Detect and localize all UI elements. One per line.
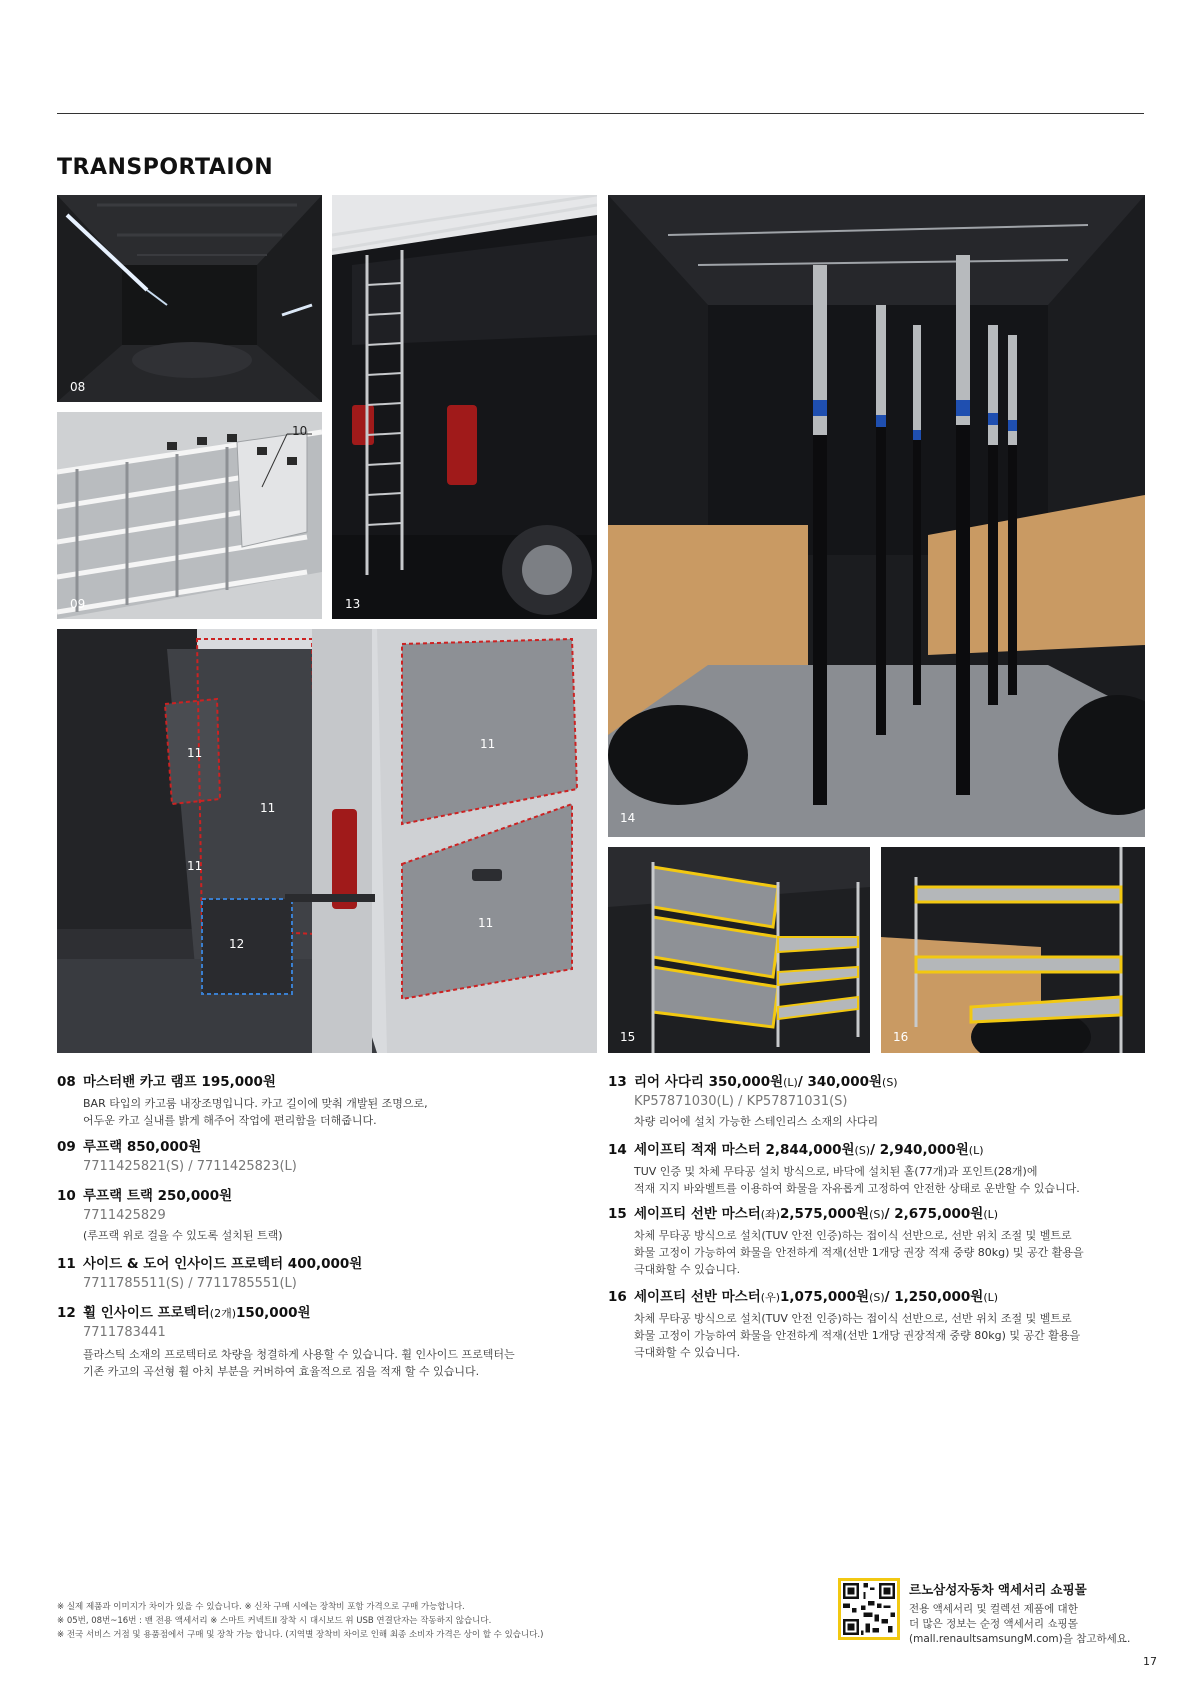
item-number: 09 [57, 1139, 76, 1155]
item-price: 2,575,000원 [780, 1206, 870, 1222]
item-desc: 화물 고정이 가능하여 화물을 안전하게 적재(선반 1개당 권장 적재 중량 80kg) 및 공간 활용을 [634, 1246, 1084, 1259]
item-price: 1,075,000원 [780, 1289, 870, 1305]
page-number: 17 [1143, 1655, 1157, 1668]
footnote-line: ※ 05번, 08번~16번 : 밴 전용 액세서리 ※ 스마트 커넥트II 장착 시 대시보드 위 USB 연결단자는 작동하지 않습니다. [57, 1616, 492, 1626]
photo-safety-load-master [608, 195, 1145, 837]
footnote-line: ※ 실제 제품과 이미지가 차이가 있을 수 있습니다. ※ 신차 구매 시에는 장착비 포함 가격으로 구매 가능합니다. [57, 1602, 465, 1612]
photo-number: 16 [893, 1030, 909, 1044]
item-number: 14 [608, 1142, 627, 1158]
item-size: (S) [869, 1208, 885, 1221]
callout-label: 12 [229, 937, 245, 951]
item-size: (L) [783, 1076, 798, 1089]
item-title-note: (2개) [209, 1307, 236, 1320]
item-desc: (루프랙 위로 걸을 수 있도록 설치된 트랙) [83, 1229, 283, 1242]
item-desc: 화물 고정이 가능하여 화물을 안전하게 적재(선반 1개당 권장적재 중량 80kg) 및 공간 활용을 [634, 1329, 1081, 1342]
photo-shelf-master-left [608, 847, 870, 1053]
item-desc: 극대화할 수 있습니다. [634, 1346, 741, 1359]
photo-roof-rack [57, 412, 322, 619]
item-size: (S) [854, 1144, 871, 1157]
item-part-number: 7711783441 [83, 1325, 166, 1340]
item-title: 사이드 & 도어 인사이드 프로텍터 400,000원 [83, 1256, 363, 1272]
item-title: 세이프티 선반 마스터 [634, 1206, 761, 1222]
item-desc: 기존 카고의 곡선형 휠 아치 부분을 커버하여 효율적으로 짐을 적재 할 수 있습니다. [83, 1365, 480, 1378]
qr-code[interactable] [838, 1578, 900, 1640]
item-title: 루프랙 850,000원 [83, 1139, 202, 1155]
item-number: 12 [57, 1305, 76, 1321]
item-side: (좌) [760, 1208, 780, 1221]
item-desc: 플라스틱 소재의 프로텍터로 차량을 청결하게 사용할 수 있습니다. 휠 인사이드 프로텍터는 [83, 1348, 515, 1361]
callout-label: 10 [292, 424, 308, 438]
item-desc: 차체 무타공 방식으로 설치(TUV 안전 인증)하는 접이식 선반으로, 선반 위치 조절 및 벨트로 [634, 1229, 1072, 1242]
shop-line: 전용 액세서리 및 컬렉션 제품에 대한 [909, 1603, 1078, 1615]
shop-info [909, 1580, 1130, 1647]
item-title: 루프랙 트랙 250,000원 [83, 1188, 233, 1204]
item-price: / 2,940,000원 [870, 1142, 969, 1158]
item-desc: TUV 인증 및 차체 무타공 설치 방식으로, 바닥에 설치된 홀(77개)과 포인트(28개)에 [634, 1165, 1038, 1178]
item-number: 10 [57, 1188, 76, 1204]
item-10 [57, 1184, 283, 1244]
shop-title: 르노삼성자동차 액세서리 쇼핑몰 [909, 1582, 1087, 1597]
item-title: 마스터밴 카고 램프 195,000원 [83, 1074, 276, 1090]
photo-protectors [57, 629, 597, 1053]
item-desc: 차체 무타공 방식으로 설치(TUV 안전 인증)하는 접이식 선반으로, 선반 위치 조절 및 벨트로 [634, 1312, 1072, 1325]
photo-number: 15 [620, 1030, 636, 1044]
photo-cargo-lamp [57, 195, 322, 402]
item-size: (L) [968, 1144, 984, 1157]
photo-number: 14 [620, 811, 636, 825]
item-16 [608, 1285, 1080, 1361]
item-title: 휠 인사이드 프로텍터 [83, 1305, 210, 1321]
photo-number: 08 [70, 380, 86, 394]
footnotes [57, 1600, 543, 1642]
callout-label: 11 [187, 859, 203, 873]
photo-number: 13 [345, 597, 361, 611]
photo-rear-ladder [332, 195, 597, 619]
section-title: TRANSPORTAION [57, 155, 274, 180]
item-size: (L) [983, 1291, 999, 1304]
photo-shelf-master-right [881, 847, 1145, 1053]
callout-label: 11 [478, 916, 494, 930]
item-number: 11 [57, 1256, 76, 1272]
item-desc: BAR 타입의 카고룸 내장조명입니다. 카고 길이에 맞춰 개발된 조명으로, [83, 1097, 428, 1110]
item-title: 리어 사다리 350,000원 [634, 1074, 784, 1090]
item-size: (L) [983, 1208, 999, 1221]
item-desc: 극대화할 수 있습니다. [634, 1263, 741, 1276]
item-number: 16 [608, 1289, 627, 1305]
photo-number: 09 [70, 597, 86, 611]
item-size: (S) [882, 1076, 898, 1089]
item-15 [608, 1202, 1084, 1278]
callout-label: 11 [260, 801, 276, 815]
item-desc: 어두운 카고 실내를 밝게 해주어 작업에 편리함을 더해줍니다. [83, 1114, 377, 1127]
item-price: / 340,000원 [797, 1074, 883, 1090]
item-price: / 2,675,000원 [884, 1206, 984, 1222]
item-part-number: 7711425821(S) / 7711425823(L) [83, 1159, 297, 1174]
item-title: 세이프티 선반 마스터 [634, 1289, 761, 1305]
item-title: 세이프티 적재 마스터 2,844,000원 [634, 1142, 855, 1158]
callout-label: 11 [187, 746, 203, 760]
item-price: / 1,250,000원 [884, 1289, 984, 1305]
item-13 [608, 1070, 898, 1130]
item-part-number: KP57871030(L) / KP57871031(S) [634, 1094, 848, 1109]
item-number: 15 [608, 1206, 627, 1222]
item-desc: 차량 리어에 설치 가능한 스테인리스 소재의 사다리 [634, 1115, 879, 1128]
item-part-number: 7711785511(S) / 7711785551(L) [83, 1276, 297, 1291]
footnote-line: ※ 전국 서비스 거점 및 용품점에서 구매 및 장착 가능 합니다. (지역별 장착비 차이로 인해 최종 소비자 가격은 상이 할 수 있습니다.) [57, 1630, 544, 1640]
item-desc: 적재 지지 바와벨트를 이용하여 화물을 자유롭게 고정하여 안전한 상태로 운반할 수 있습니다. [634, 1182, 1080, 1195]
item-11 [57, 1252, 362, 1293]
shop-url-line[interactable]: (mall.renaultsamsungM.com)을 참고하세요. [909, 1633, 1131, 1645]
top-rule [57, 113, 1144, 114]
item-side: (우) [760, 1291, 780, 1304]
item-08 [57, 1070, 428, 1129]
item-09 [57, 1135, 297, 1176]
item-14 [608, 1138, 1080, 1197]
item-12 [57, 1301, 515, 1380]
item-number: 13 [608, 1074, 627, 1090]
item-part-number: 7711425829 [83, 1208, 166, 1223]
callout-label: 11 [480, 737, 496, 751]
shop-line: 더 많은 정보는 순정 액세서리 쇼핑몰 [909, 1618, 1078, 1630]
item-size: (S) [869, 1291, 885, 1304]
item-number: 08 [57, 1074, 76, 1090]
item-price: 150,000원 [236, 1305, 311, 1321]
